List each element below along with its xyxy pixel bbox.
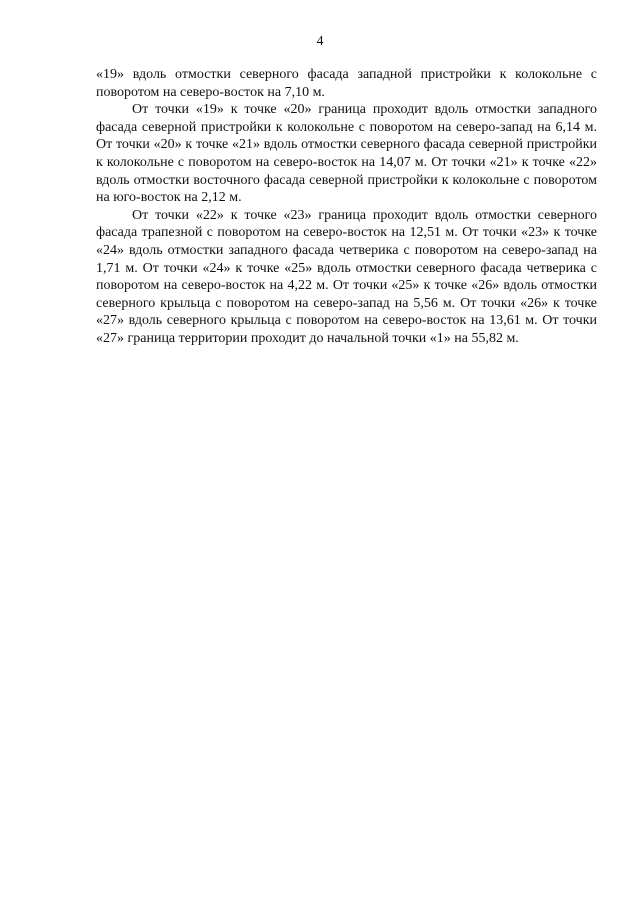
paragraph-points-22-27: От точки «22» к точке «23» граница проходит вдоль отмостки северного фасада трапезной с поворотом на северо-восток на 12,51 м. От точки «23» к точке «24» вдоль отмостки западного фасада четверика с поворотом на северо-запад на 1,71 м. От точки «24» к точке «25» вдоль отмостки северного фасада четверика с поворотом на северо-восток на 4,22 м. От точки «25» к точке «26» вдоль отмостки северного крыльца с поворотом на северо-запад на 5,56 м. От точки «26» к точке «27» вдоль северного крыльца с поворотом на северо-восток на 13,61 м. От точки «27» граница территории проходит до начальной точки «1» на 55,82 м. [96, 207, 597, 346]
page-number: 4 [316, 34, 324, 49]
body-text [96, 66, 597, 348]
paragraph-points-19-22: От точки «19» к точке «20» граница проходит вдоль отмостки западного фасада северной пристройки к колокольне с поворотом на северо-запад на 6,14 м. От точки «20» к точке «21» вдоль отмостки северного фасада северной пристройки к колокольне с поворотом на северо-восток на 14,07 м. От точки «21» к точке «22» вдоль отмостки восточного фасада северной пристройки к колокольне с поворотом на юго-восток на 2,12 м. [96, 102, 597, 206]
paragraph-continuation: «19» вдоль отмостки северного фасада западной пристройки к колокольне с поворотом на северо-восток на 7,10 м. [96, 67, 597, 100]
